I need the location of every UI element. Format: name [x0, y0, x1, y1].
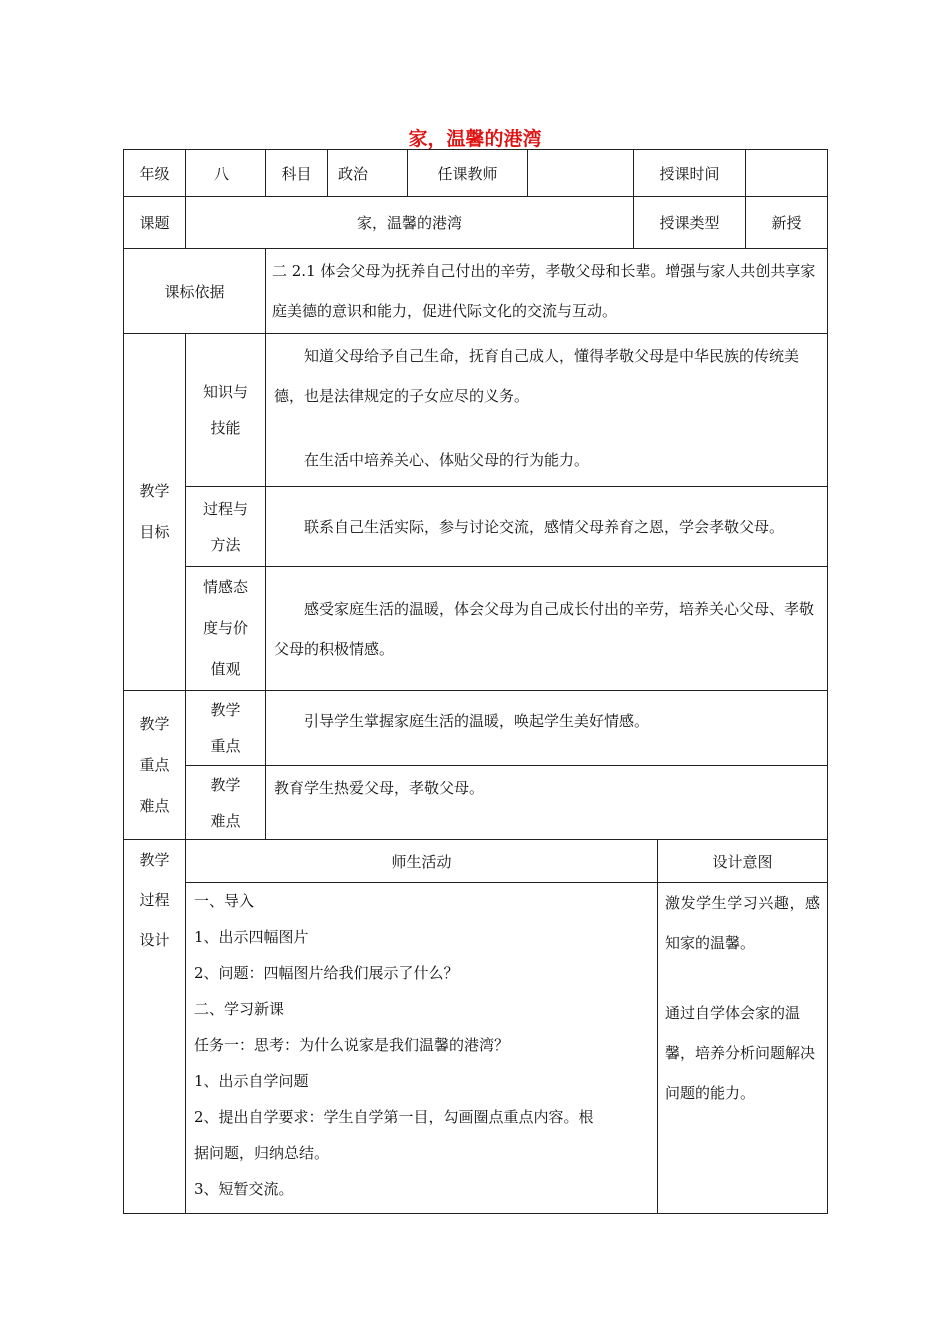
goals-label-line-1: 教学 [139, 482, 170, 500]
emotion-label-line-1: 情感态 [202, 578, 248, 596]
key-points-label [124, 691, 186, 840]
process-design-label [124, 840, 186, 1214]
focus-label-line-2: 重点 [210, 737, 241, 755]
difficulty-label-line-2: 难点 [210, 811, 241, 830]
knowledge-label [186, 334, 266, 487]
knowledge-text-1: 知道父母给予自己生命，抚育自己成人，懂得孝敬父母是中华民族的传统美德，也是法律规定的子女应尽的义务。 [274, 347, 800, 405]
focus-row [124, 691, 828, 766]
knowledge-label-line-1: 知识与 [202, 383, 248, 401]
topic-value: 家，温馨的港湾 [186, 197, 634, 249]
activity-list [194, 883, 649, 1207]
goals-label [124, 334, 186, 691]
knowledge-label-line-2: 技能 [210, 419, 241, 437]
emotion-label-line-2: 度与价 [202, 619, 248, 637]
process-design-label-line-2: 过程 [139, 891, 170, 909]
activity-item: 二、学习新课 [194, 1000, 285, 1018]
difficulty-label [186, 766, 266, 840]
focus-label [186, 691, 266, 766]
process-design-label-line-3: 设计 [139, 931, 170, 949]
process-label-line-1: 过程与 [202, 499, 248, 518]
process-header-row [124, 840, 828, 883]
goal-knowledge-row [124, 334, 828, 487]
activity-item: 2、问题：四幅图片给我们展示了什么？ [194, 964, 459, 982]
process-design-label-line-1: 教学 [139, 851, 170, 869]
topic-label: 课题 [124, 197, 186, 249]
difficulty-label-line-1: 教学 [210, 775, 241, 794]
goal-emotion-row [124, 567, 828, 691]
activity-item: 3、短暂交流。 [194, 1180, 294, 1198]
standard-row [124, 249, 828, 334]
activity-item: 2、提出自学要求：学生自学第一目，勾画圈点重点内容。根据问题，归纳总结。 [194, 1108, 594, 1162]
activity-item: 一、导入 [194, 892, 255, 910]
teacher-value [528, 150, 634, 197]
lesson-type-label: 授课类型 [634, 197, 746, 249]
teacher-label: 任课教师 [408, 150, 528, 197]
goal-process-row [124, 487, 828, 567]
intent-item-1: 激发学生学习兴趣，感知家的温馨。 [665, 894, 821, 952]
lesson-type-value: 新授 [746, 197, 828, 249]
process-text: 联系自己生活实际，参与讨论交流，感情父母养育之恩，学会孝敬父母。 [304, 517, 785, 536]
knowledge-text-2: 在生活中培养关心、体贴父母的行为能力。 [304, 451, 590, 469]
focus-text: 引导学生掌握家庭生活的温暖，唤起学生美好情感。 [304, 712, 650, 730]
activity-item: 1、出示自学问题 [194, 1072, 309, 1090]
activity-header: 师生活动 [186, 840, 658, 883]
lesson-plan-table [123, 149, 828, 1214]
standard-label: 课标依据 [124, 249, 266, 334]
topic-row [124, 197, 828, 249]
time-value [746, 150, 828, 197]
difficulty-row [124, 766, 828, 840]
difficulty-text: 教育学生热爱父母，孝敬父母。 [274, 779, 485, 797]
subject-value: 政治 [328, 150, 408, 197]
key-points-label-line-1: 教学 [139, 714, 170, 733]
key-points-label-line-3: 难点 [139, 796, 170, 815]
time-label: 授课时间 [634, 150, 746, 197]
process-label-line-2: 方法 [210, 535, 241, 554]
document-title: 家，温馨的港湾 [408, 128, 542, 150]
subject-label: 科目 [266, 150, 328, 197]
goals-label-line-2: 目标 [139, 523, 170, 541]
emotion-label [186, 567, 266, 691]
emotion-label-line-3: 值观 [210, 660, 241, 678]
activity-item: 任务一：思考：为什么说家是我们温馨的港湾？ [194, 1036, 510, 1054]
grade-label: 年级 [124, 150, 186, 197]
grade-value: 八 [186, 150, 266, 197]
process-label [186, 487, 266, 567]
key-points-label-line-2: 重点 [139, 755, 170, 774]
standard-text: 二 2.1 体会父母为抚养自己付出的辛劳，孝敬父母和长辈。增强与家人共创共享家庭美德的意识和能力，促进代际文化的交流与互动。 [272, 262, 816, 320]
header-row [124, 150, 828, 197]
intent-item-2: 通过自学体会家的温馨，培养分析问题解决问题的能力。 [665, 1004, 816, 1102]
focus-label-line-1: 教学 [210, 701, 241, 719]
activity-item: 1、出示四幅图片 [194, 928, 309, 946]
intent-header: 设计意图 [658, 840, 828, 883]
process-content-row [124, 883, 828, 1214]
emotion-text: 感受家庭生活的温暖，体会父母为自己成长付出的辛劳，培养关心父母、孝敬父母的积极情感。 [274, 599, 815, 658]
